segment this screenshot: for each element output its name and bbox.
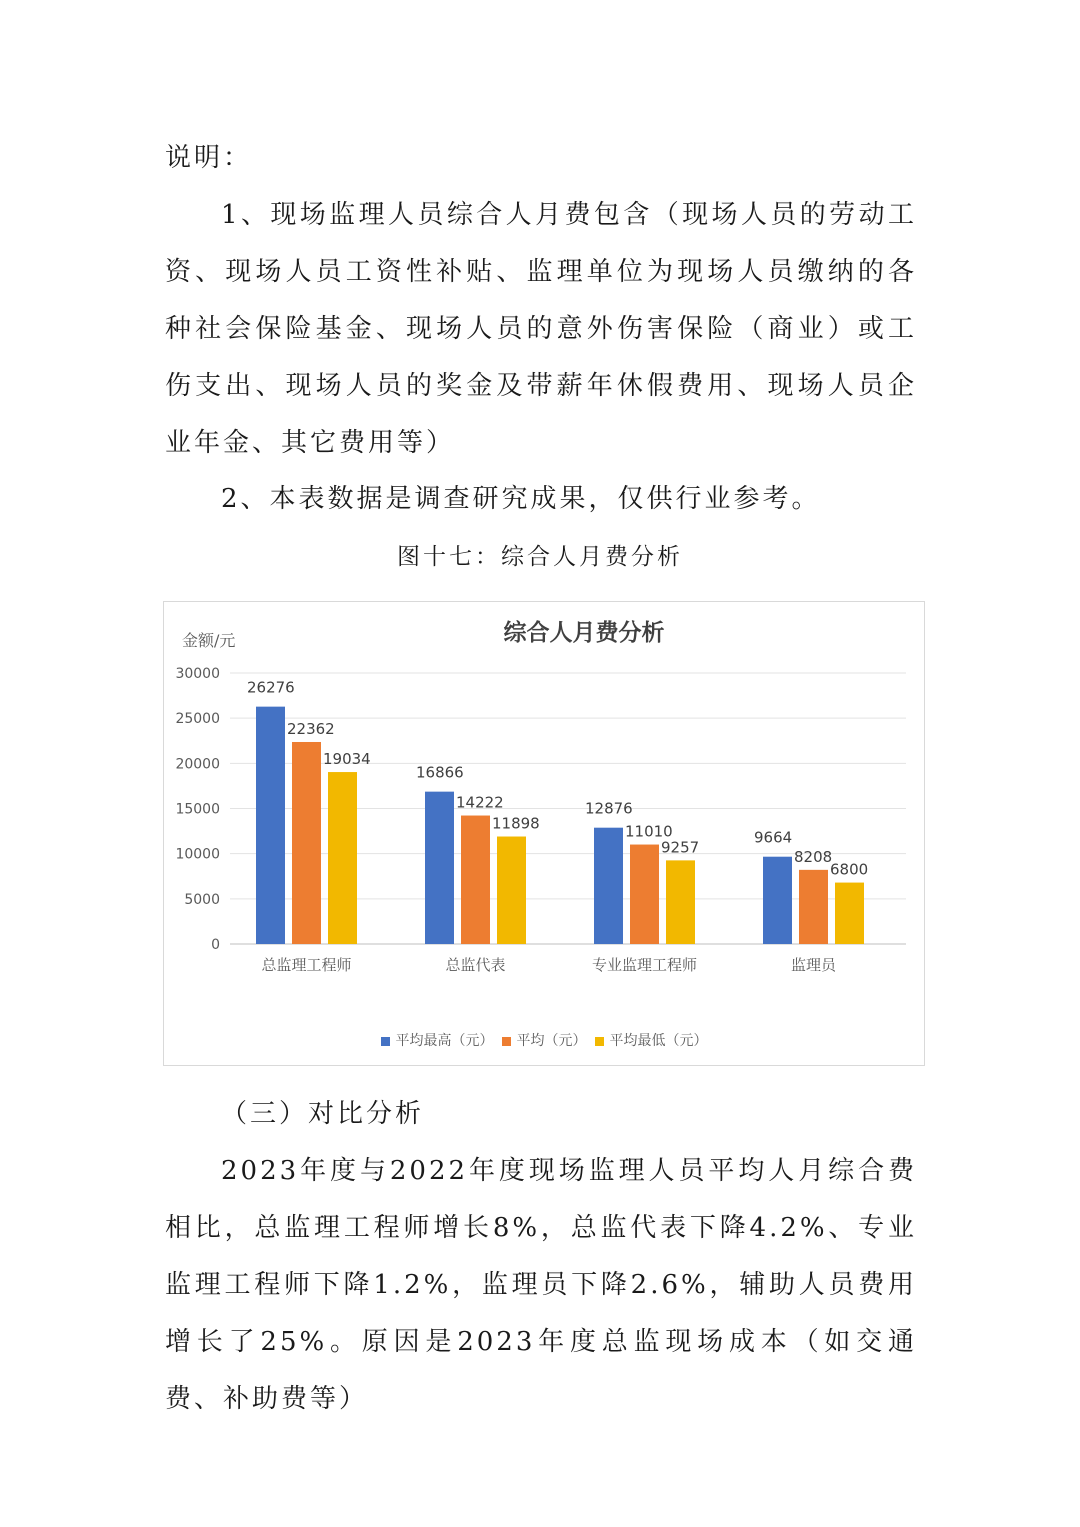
data-label: 16866 [416,763,464,782]
legend-item [381,1030,494,1050]
x-tick-label: 总监代表 [445,956,506,974]
bar [835,883,864,944]
x-tick-label: 总监理工程师 [261,956,352,974]
notes-heading: 说明： [165,143,253,173]
bar [666,860,695,944]
legend-label: 平均最高（元） [395,1033,494,1049]
body-paragraph: 2023年度与2022年度现场监理人员平均人月综合费相比，总监理工程师增长8%，总监代表下降4.2%、专业监理工程师下降1.2%，监理员下降2.6%，辅助人员费用增长了25%。原因是2023年度总监现场成本（如交通费、补助费等） [165,1156,917,1414]
y-axis-label: 金额/元 [182,631,236,650]
y-tick-label: 25000 [175,711,220,728]
y-tick-label: 0 [211,937,220,953]
section-heading: （三）对比分析 [221,1099,425,1129]
data-label: 6800 [830,860,869,879]
data-label: 11898 [492,814,540,833]
y-tick-label: 10000 [175,846,220,863]
bar [425,792,454,944]
data-label: 11010 [625,822,673,841]
data-label: 12876 [585,799,633,818]
y-tick-label: 20000 [175,756,220,773]
data-label: 9664 [754,828,793,847]
bar [594,828,623,944]
figure-caption: 图十七：综合人月费分析 [397,544,683,570]
note-2: 2、本表数据是调查研究成果，仅供行业参考。 [221,484,821,514]
note-1: 1、现场监理人员综合人月费包含（现场人员的劳动工资、现场人员工资性补贴、监理单位为现场人员缴纳的各种社会保险基金、现场人员的意外伤害保险（商业）或工伤支出、现场人员的奖金及带薪年休假费用、现场人员企业年金、其它费用等） [165,200,917,458]
x-tick-label: 监理员 [790,956,837,974]
legend-item [502,1030,587,1050]
bar [328,772,357,944]
legend-label: 平均最低（元） [609,1033,708,1049]
y-tick-label: 5000 [184,891,220,908]
y-tick-label: 30000 [175,666,220,682]
bar [763,857,792,944]
bar [256,707,285,944]
bar [497,837,526,944]
chart-title: 综合人月费分析 [503,619,665,646]
bar [292,742,321,944]
chart-container [163,601,925,1066]
legend-swatch [595,1037,604,1046]
data-label: 22362 [287,719,335,738]
data-label: 8208 [794,847,833,866]
bar-chart [164,602,924,1065]
legend-swatch [381,1037,390,1046]
bar [630,845,659,944]
y-tick-label: 15000 [175,801,220,818]
data-label: 14222 [456,793,504,812]
bar [461,816,490,944]
bar [799,870,828,944]
data-label: 9257 [661,838,700,857]
legend-label: 平均（元） [516,1033,587,1049]
data-label: 26276 [247,678,295,697]
chart-legend [164,1030,924,1050]
legend-swatch [502,1037,511,1046]
data-label: 19034 [323,750,371,769]
x-tick-label: 专业监理工程师 [591,956,698,974]
legend-item [595,1030,708,1050]
